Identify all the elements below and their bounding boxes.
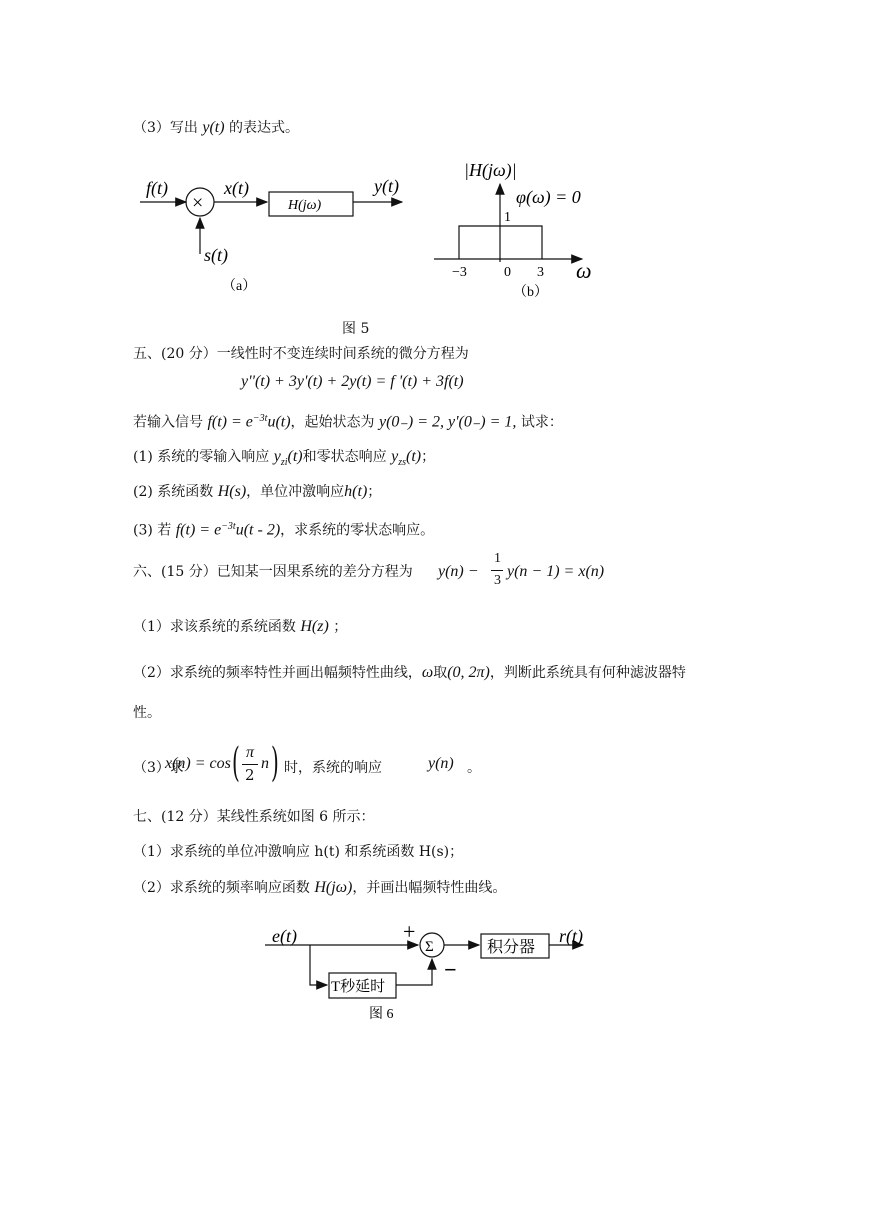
fig5a-output-label: y(t) [374, 176, 399, 196]
q5-equation: y''(t) + 3y'(t) + 2y(t) = f '(t) + 3f(t) [241, 373, 464, 390]
q6-item3-mid: 时，系统的响应 [284, 760, 382, 776]
q7-title: 七、(12 分）某线性系统如图 6 所示： [133, 809, 375, 825]
fig5b-tick-neg: −3 [452, 265, 467, 280]
q3-suffix: 的表达式。 [229, 120, 300, 136]
q6-eq-fraction-bar [491, 570, 503, 571]
q5-item1-yzs: y [391, 448, 399, 465]
q6-item2-range: (0, 2π) [447, 664, 490, 681]
q5-item3-pre: (3) 若 [133, 522, 172, 539]
q6-item3-y: y(n) [428, 755, 454, 772]
q6-eq-den: 3 [494, 573, 501, 588]
q5-item-2 [133, 483, 381, 501]
q5-item-1 [133, 448, 435, 472]
q6-item3-fraction-bar [242, 764, 258, 765]
q5-item1-yzi: y [273, 448, 281, 465]
q5-item1-end: ； [421, 449, 436, 465]
figure-6-caption: 图 6 [369, 1007, 394, 1022]
q5-item-3 [133, 518, 434, 540]
q6-item3-x: x(n) = cos [165, 755, 231, 772]
q5-item2-ht: h(t) [344, 483, 368, 500]
q5-condition-post: 试求： [520, 414, 563, 431]
q7-item2-end: ，并画出幅频特性曲线。 [352, 880, 507, 896]
fig5a-side-label: s(t) [204, 245, 228, 265]
fig5a-h-block-label: H(jω) [288, 198, 322, 213]
fig6-plus-sign: + [403, 919, 416, 944]
fig6-input-label: e(t) [272, 926, 297, 946]
q5-condition-f: f(t) = e [207, 413, 253, 431]
fig6-minus-sign: − [444, 957, 457, 982]
q7-item2-hjw: H(jω) [314, 879, 353, 896]
q5-condition-u: u(t) [267, 413, 291, 431]
q5-item1-yzi-arg: (t) [287, 448, 303, 465]
fig5a-mid-label: x(t) [224, 178, 249, 198]
q5-item2-mid: ，单位冲激响应 [246, 484, 345, 500]
q5-condition-pre: 若输入信号 [133, 414, 203, 431]
fig5a-input-label: f(t) [146, 178, 168, 198]
q3-label: （3）写出 [133, 120, 198, 136]
q5-item3-exp: −3t [221, 521, 236, 532]
fig6-feedback-line [396, 959, 432, 985]
q6-eq-left: y(n) − [438, 563, 479, 580]
q7-item-2 [133, 879, 506, 897]
fig6-output-label: r(t) [559, 926, 583, 946]
figure-6-block-diagram [265, 918, 605, 1026]
q6-item-2 [133, 664, 686, 682]
q6-item-2-continued: 性。 [133, 705, 161, 721]
fig6-branch-line [310, 945, 327, 985]
q6-title-line [133, 563, 413, 581]
fig5b-y-label: |H(jω)| [464, 160, 517, 180]
q6-item2-mid: 取 [433, 665, 448, 681]
question-3-line [133, 119, 299, 137]
q5-item3-u: u(t - 2) [235, 521, 281, 539]
q6-eq-right: y(n − 1) = x(n) [507, 563, 605, 580]
fig6-sum-symbol: Σ [425, 939, 434, 955]
figure-5a-block-diagram [140, 170, 430, 300]
q6-item3-pre: （3）求 [133, 760, 184, 776]
q6-item1-hz: H(z) [300, 618, 329, 635]
fig5b-caption: （b） [513, 285, 548, 300]
q6-item3-end: 。 [467, 760, 481, 776]
q5-item1-yzi-sub: zi [280, 456, 288, 468]
q6-item3-den: 2 [245, 766, 255, 784]
figure-5-caption: 图 5 [342, 321, 370, 337]
q6-item1-end: ； [333, 619, 348, 635]
q6-item2-omega: ω [421, 664, 434, 681]
q6-item2-pre: （2）求系统的频率特性并画出幅频特性曲线， [133, 665, 422, 681]
q6-item2-end: ，判断此系统具有何种滤波器特 [489, 665, 686, 681]
q5-condition-exp: −3t [252, 413, 268, 424]
q3-expr: y(t) [202, 119, 225, 136]
q5-item1-yzs-sub: zs [398, 456, 406, 468]
fig6-delay-label: T秒延时 [331, 979, 386, 995]
q5-item2-end: ； [367, 484, 382, 500]
fig5b-phase-label: φ(ω) = 0 [516, 187, 581, 207]
q6-item3-rparen: ) [271, 740, 279, 786]
q5-item2-hs: H(s) [217, 483, 247, 500]
q6-title: 六、(15 分）已知某一因果系统的差分方程为 [133, 564, 413, 580]
q5-item3-end: ，求系统的零状态响应。 [280, 522, 435, 539]
q6-eq-num: 1 [494, 551, 501, 566]
figure-5b-magnitude-plot [430, 152, 600, 300]
fig5b-tick-pos: 3 [537, 265, 544, 280]
fig5a-caption: （a） [222, 279, 257, 294]
q6-item3-n: n [261, 755, 269, 772]
fig5b-height-label: 1 [504, 210, 511, 225]
q5-condition-mid: ，起始状态为 [290, 414, 375, 431]
q6-item3-num: π [246, 744, 255, 761]
q5-item1-mid: 和零状态响应 [302, 449, 387, 465]
fig5b-tick-zero: 0 [504, 265, 511, 280]
q5-item1-pre: (1) 系统的零输入响应 [133, 449, 270, 465]
q7-item2-pre: （2）求系统的频率响应函数 [133, 880, 310, 896]
fig6-integrator-label: 积分器 [487, 939, 536, 956]
q7-item-1: （1）求系统的单位冲激响应 h(t) 和系统函数 H(s)； [133, 844, 464, 860]
q5-item3-f: f(t) = e [175, 521, 222, 539]
q5-item1-yzs-arg: (t) [405, 448, 422, 465]
q6-item-1 [133, 618, 347, 636]
q5-title: 五、(20 分）一线性时不变连续时间系统的微分方程为 [133, 346, 469, 362]
multiplier-symbol: × [192, 192, 204, 214]
q6-item1-pre: （1）求该系统的系统函数 [133, 619, 296, 635]
q5-item2-pre: (2) 系统函数 [133, 484, 214, 500]
q5-condition-init: y(0₋) = 2, y'(0₋) = 1, [379, 413, 517, 431]
fig5b-x-label: ω [576, 258, 592, 283]
q6-item3-lparen: ( [232, 740, 240, 786]
q5-condition-line [133, 410, 563, 432]
